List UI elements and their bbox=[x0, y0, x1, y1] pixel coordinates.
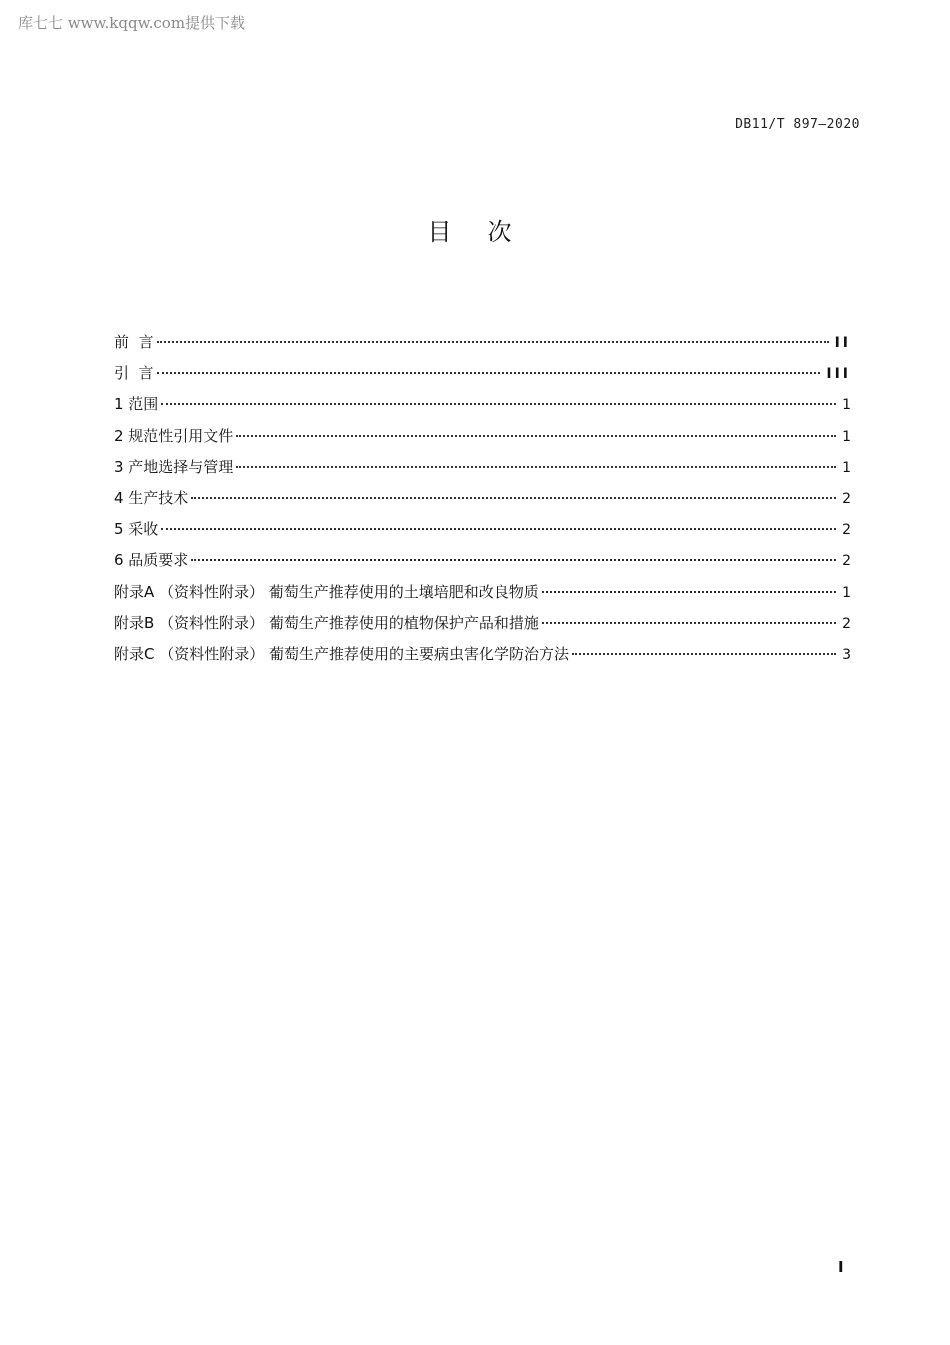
toc-entry-label: 4 生产技术 bbox=[114, 488, 189, 507]
toc-entry[interactable] bbox=[114, 518, 851, 549]
toc-entry-page: 3 bbox=[842, 646, 851, 663]
toc-dot-leader bbox=[236, 466, 836, 468]
toc-entry[interactable] bbox=[114, 612, 851, 643]
toc-dot-leader bbox=[542, 622, 836, 624]
toc-entry[interactable] bbox=[114, 362, 851, 393]
watermark-text: 库七七 www.kqqw.com提供下载 bbox=[18, 14, 246, 32]
toc-entry-label: 前 言 bbox=[114, 333, 154, 351]
toc-entry-label: 3 产地选择与管理 bbox=[114, 457, 234, 476]
toc-entry[interactable] bbox=[114, 643, 851, 674]
toc-entry-page: 1 bbox=[842, 584, 851, 601]
toc-entry-label: 5 采收 bbox=[114, 520, 159, 539]
table-of-contents bbox=[114, 331, 851, 674]
toc-dot-leader bbox=[157, 341, 829, 343]
toc-dot-leader bbox=[191, 497, 836, 499]
toc-entry[interactable] bbox=[114, 581, 851, 612]
toc-entry-page: 1 bbox=[842, 397, 851, 414]
toc-entry-page: 1 bbox=[842, 428, 851, 445]
toc-entry[interactable] bbox=[114, 487, 851, 518]
page-number: I bbox=[838, 1258, 844, 1276]
toc-dot-leader bbox=[161, 403, 836, 405]
toc-entry-label: 附录A （资料性附录） 葡萄生产推荐使用的土壤培肥和改良物质 bbox=[114, 582, 539, 601]
toc-entry-label: 附录B （资料性附录） 葡萄生产推荐使用的植物保护产品和措施 bbox=[114, 613, 539, 632]
toc-entry-label: 6 品质要求 bbox=[114, 551, 189, 570]
toc-entry-page: 2 bbox=[842, 522, 851, 539]
toc-entry-page: 2 bbox=[842, 490, 851, 507]
page-title: 目次 bbox=[427, 218, 548, 246]
toc-entry-page: III bbox=[826, 366, 851, 383]
toc-dot-leader bbox=[161, 528, 836, 530]
toc-entry-page: 2 bbox=[842, 615, 851, 632]
toc-entry[interactable] bbox=[114, 456, 851, 487]
toc-entry-page: II bbox=[834, 335, 851, 351]
toc-entry-label: 引 言 bbox=[114, 364, 154, 383]
toc-entry[interactable] bbox=[114, 549, 851, 580]
toc-entry[interactable] bbox=[114, 331, 851, 362]
toc-entry-label: 1 范围 bbox=[114, 395, 159, 414]
toc-dot-leader bbox=[572, 653, 836, 655]
toc-dot-leader bbox=[191, 559, 836, 561]
toc-entry-label: 2 规范性引用文件 bbox=[114, 426, 234, 445]
toc-dot-leader bbox=[542, 591, 836, 593]
toc-entry-page: 2 bbox=[842, 553, 851, 570]
toc-entry[interactable] bbox=[114, 393, 851, 424]
standard-code: DB11/T 897—2020 bbox=[735, 117, 860, 132]
toc-entry-page: 1 bbox=[842, 459, 851, 476]
toc-entry-label: 附录C （资料性附录） 葡萄生产推荐使用的主要病虫害化学防治方法 bbox=[114, 644, 570, 663]
toc-entry[interactable] bbox=[114, 425, 851, 456]
toc-dot-leader bbox=[157, 372, 821, 374]
toc-dot-leader bbox=[236, 435, 836, 437]
